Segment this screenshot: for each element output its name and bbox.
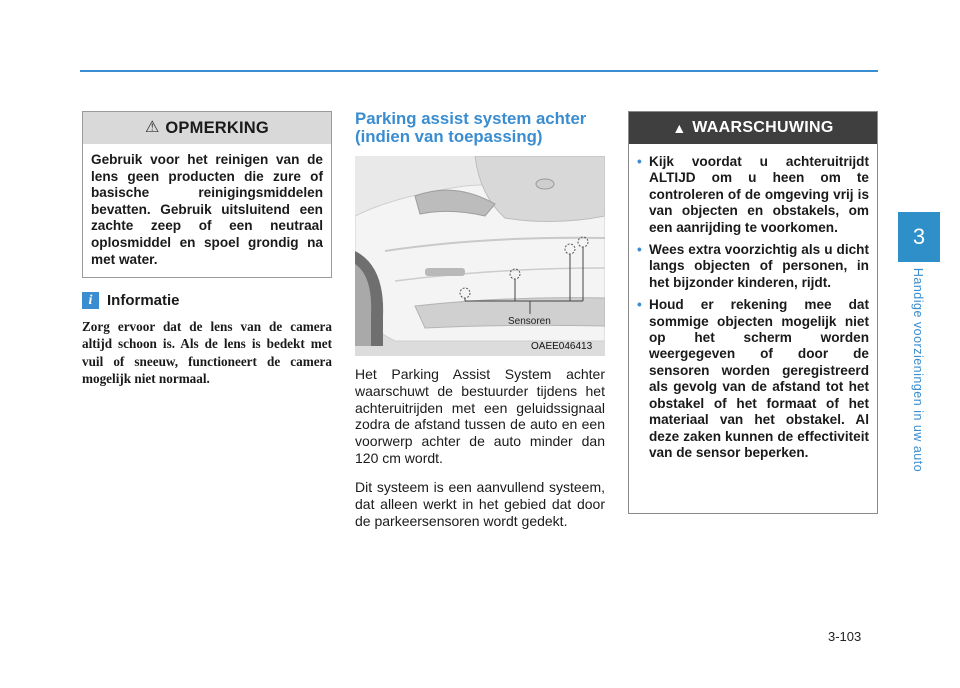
note-body: Gebruik voor het reinigen van de lens geen producten die zure of basische reinigingsmiddelen bevatten. Gebruik uitsluitend een zachte zeep of een neutraal oplosmiddel en spoel grondig na met water.	[91, 152, 323, 267]
info-icon: i	[82, 292, 99, 309]
section-title: Parking assist system achter (indien van toepassing)	[355, 109, 587, 146]
bullet-icon: •	[637, 297, 642, 313]
paragraph-1: Het Parking Assist System achter waarschuwt de bestuurder tijdens het achteruitrijden met een geluidssignaal zodra de afstand tussen de auto en een voorwerp achter de auto minder dan 120 cm wordt.	[355, 366, 605, 466]
page-number: 3-103	[828, 629, 862, 644]
warning-item	[637, 297, 869, 461]
warning-title: WAARSCHUWING	[692, 119, 834, 136]
chapter-tab: 3	[898, 212, 940, 262]
top-rule	[80, 70, 878, 72]
figure-code: OAEE046413	[531, 341, 593, 352]
info-title: Informatie	[107, 292, 180, 309]
sensors-label: Sensoren	[508, 316, 551, 327]
note-box	[82, 111, 332, 278]
warning-item-text: Houd er rekening mee dat sommige objecten mogelijk niet op het scherm worden weergegeven of door de sensoren worden geregistreerd als gevolg van de afstand tot het obstakel of het formaat of het materiaal van het obstakel. Al deze zaken kunnen de effectiviteit van de sensor beperken.	[649, 297, 869, 460]
chapter-label: Handige voorzieningen in uw auto	[911, 267, 925, 473]
warning-box	[628, 111, 878, 514]
info-body: Zorg ervoor dat de lens van de camera altijd schoon is. Als de lens is bedekt met vuil of sneeuw, functioneert de camera mogelijk niet normaal.	[82, 319, 332, 386]
note-title: OPMERKING	[165, 118, 269, 137]
warning-header	[629, 112, 877, 144]
warning-item-text: Wees extra voorzichtig als u dicht langs objecten of personen, in het bijzonder kinderen, rijdt.	[649, 242, 869, 290]
warning-list	[629, 144, 877, 461]
note-header	[83, 112, 331, 144]
bullet-icon: •	[637, 154, 642, 169]
paragraph-2: Dit systeem is een aanvullend systeem, dat alleen werkt in het gebied dat door de parkeersensoren wordt gedekt.	[355, 479, 605, 529]
bullet-icon: •	[637, 242, 642, 258]
info-header	[82, 292, 180, 309]
warning-item	[637, 154, 869, 236]
warning-item	[637, 242, 869, 291]
warning-triangle-icon: ▲	[672, 120, 687, 136]
car-rear-illustration	[355, 156, 605, 356]
car-rear-figure	[355, 156, 605, 356]
warning-item-text: Kijk voordat u achteruitrijdt ALTIJD om u heen om te controleren of de omgeving vrij is van objecten en obstakels, om een aanrijding te voorkomen.	[649, 154, 869, 235]
caution-triangle-icon: ⚠	[145, 119, 160, 136]
